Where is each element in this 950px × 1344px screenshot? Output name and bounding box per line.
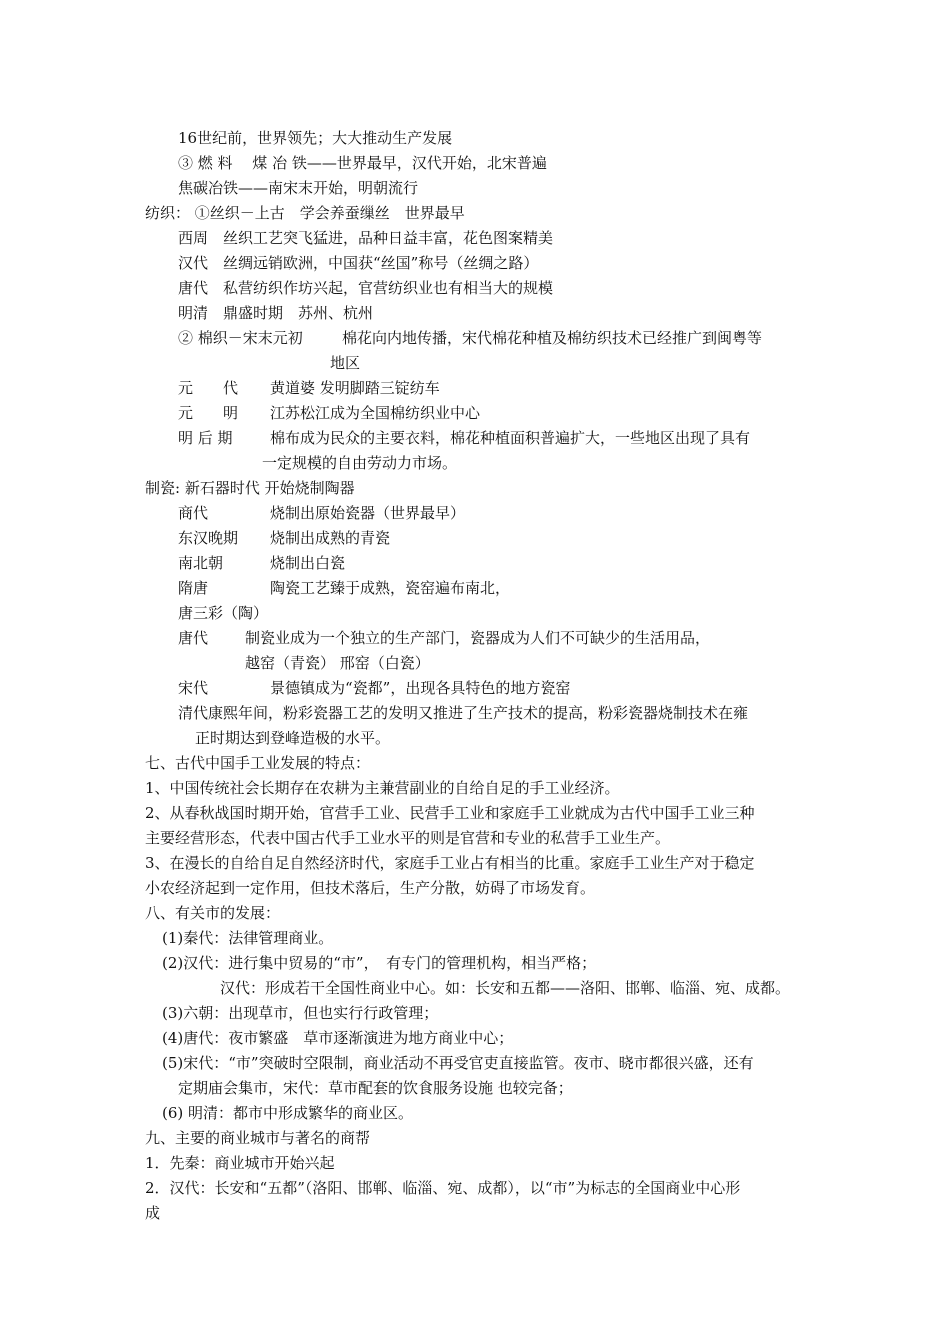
text-line: 江苏松江成为全国棉纺织业中心 bbox=[270, 404, 481, 422]
text-line: 地区 bbox=[330, 354, 361, 372]
text-line-label: ② 棉织－宋末元初 bbox=[178, 329, 303, 347]
text-line-label: 明 后 期 bbox=[178, 429, 233, 447]
text-line: 汉代：形成若干全国性商业中心。如：长安和五都——洛阳、邯郸、临淄、宛、成都。 bbox=[220, 979, 791, 997]
text-line: 一定规模的自由劳动力市场。 bbox=[262, 454, 458, 472]
text-line: 1．先秦：商业城市开始兴起 bbox=[145, 1154, 335, 1172]
text-line: ③ 燃 料 煤 冶 铁——世界最早，汉代开始，北宋普遍 bbox=[178, 154, 547, 172]
text-line: 烧制出白瓷 bbox=[270, 554, 346, 572]
text-line: 焦碳冶铁——南宋末开始，明朝流行 bbox=[178, 179, 419, 197]
text-line: 景德镇成为“瓷都”，出现各具特色的地方瓷窑 bbox=[270, 679, 571, 697]
text-line: 1、中国传统社会长期存在农耕为主兼营副业的自给自足的手工业经济。 bbox=[145, 779, 620, 797]
text-line: 烧制出成熟的青瓷 bbox=[270, 529, 391, 547]
text-line: (5)宋代：“市”突破时空限制，商业活动不再受官吏直接监管。夜市、晓市都很兴盛，还有 bbox=[162, 1054, 754, 1072]
text-line: 唐三彩（陶） bbox=[178, 604, 269, 622]
text-line: 唐代 私营纺织作坊兴起，官营纺织业也有相当大的规模 bbox=[178, 279, 554, 297]
text-line-label: 隋唐 bbox=[178, 579, 209, 597]
section-heading-9: 九、主要的商业城市与著名的商帮 bbox=[145, 1129, 371, 1147]
text-line: 主要经营形态，代表中国古代手工业水平的则是官营和专业的私营手工业生产。 bbox=[145, 829, 671, 847]
text-line: 明清 鼎盛时期 苏州、杭州 bbox=[178, 304, 374, 322]
text-line: 烧制出原始瓷器（世界最早） bbox=[270, 504, 466, 522]
text-line-label: 东汉晚期 bbox=[178, 529, 239, 547]
text-line: 西周 丝织工艺突飞猛进，品种日益丰富，花色图案精美 bbox=[178, 229, 554, 247]
section-heading-porcelain: 制瓷: 新石器时代 开始烧制陶器 bbox=[145, 479, 355, 497]
text-line: 定期庙会集市，宋代：草市配套的饮食服务设施 也较完备； bbox=[178, 1079, 573, 1097]
text-line-label: 南北朝 bbox=[178, 554, 224, 572]
text-line-label: 唐代 bbox=[178, 629, 209, 647]
text-line: (1)秦代：法律管理商业。 bbox=[162, 929, 334, 947]
text-line: 制瓷业成为一个独立的生产部门，瓷器成为人们不可缺少的生活用品， bbox=[245, 629, 711, 647]
text-line: 越窑（青瓷） 邢窑（白瓷） bbox=[245, 654, 430, 672]
text-line: 成 bbox=[145, 1204, 161, 1222]
text-line: 清代康熙年间，粉彩瓷器工艺的发明又推进了生产技术的提高，粉彩瓷器烧制技术在雍 bbox=[178, 704, 749, 722]
section-heading-7: 七、古代中国手工业发展的特点： bbox=[145, 754, 371, 772]
text-line: (4)唐代：夜市繁盛 草市逐渐演进为地方商业中心； bbox=[162, 1029, 514, 1047]
text-line-label: 商代 bbox=[178, 504, 209, 522]
text-line: 3、在漫长的自给自足自然经济时代，家庭手工业占有相当的比重。家庭手工业生产对于稳定 bbox=[145, 854, 755, 872]
text-line: 小农经济起到一定作用，但技术落后，生产分散，妨碍了市场发育。 bbox=[145, 879, 596, 897]
section-heading-textile: 纺织： ①丝织－上古 学会养蚕缫丝 世界最早 bbox=[145, 204, 465, 222]
text-line: (3)六朝：出现草市，但也实行行政管理； bbox=[162, 1004, 439, 1022]
text-line: 陶瓷工艺臻于成熟，瓷窑遍布南北， bbox=[270, 579, 511, 597]
text-line: 棉花向内地传播，宋代棉花种植及棉纺织技术已经推广到闽粤等 bbox=[342, 329, 763, 347]
text-line: 汉代 丝绸远销欧洲，中国获“丝国”称号（丝绸之路） bbox=[178, 254, 539, 272]
section-heading-8: 八、有关市的发展： bbox=[145, 904, 281, 922]
text-line: (6) 明清：都市中形成繁华的商业区。 bbox=[162, 1104, 414, 1122]
text-line: (2)汉代：进行集中贸易的“市”， 有专门的管理机构，相当严格； bbox=[162, 954, 597, 972]
text-line: 2、从春秋战国时期开始，官营手工业、民营手工业和家庭手工业就成为古代中国手工业三种 bbox=[145, 804, 755, 822]
text-line: 16世纪前，世界领先；大大推动生产发展 bbox=[178, 129, 453, 147]
text-line-label: 元 代 bbox=[178, 379, 239, 397]
text-line-label: 宋代 bbox=[178, 679, 209, 697]
text-line-label: 元 明 bbox=[178, 404, 239, 422]
text-line: 棉布成为民众的主要衣料，棉花种植面积普遍扩大，一些地区出现了具有 bbox=[270, 429, 751, 447]
text-line: 2．汉代：长安和“五都”（洛阳、邯郸、临淄、宛、成都），以“市”为标志的全国商业中心形 bbox=[145, 1179, 741, 1197]
text-line: 正时期达到登峰造极的水平。 bbox=[195, 729, 391, 747]
text-line: 黄道婆 发明脚踏三锭纺车 bbox=[270, 379, 440, 397]
